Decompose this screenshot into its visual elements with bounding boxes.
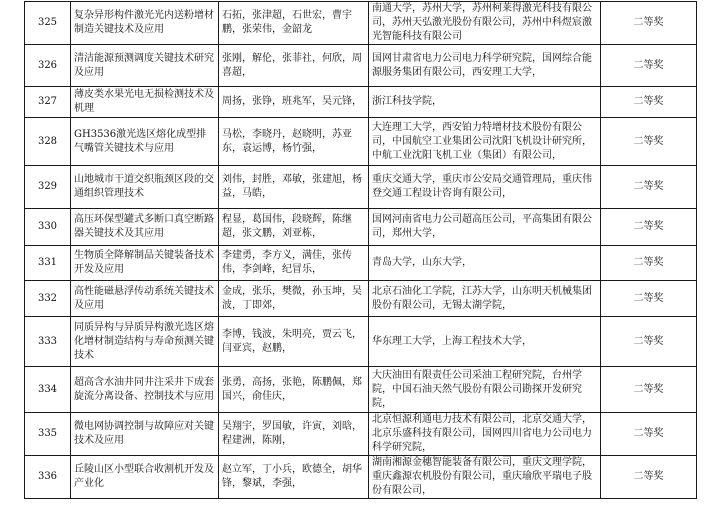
project-units: 青岛大学，山东大学， [369,246,601,281]
project-members: 刘伟，封胜，邓敏，张建旭，杨益，马皓， [219,166,369,209]
award-level: 二等奖 [601,317,697,367]
award-level: 二等奖 [601,2,697,45]
table-row [25,87,697,118]
project-name: 高压环保型罐式多断口真空断路器关键技术及其应用 [71,209,219,246]
table-row [25,2,697,45]
row-number: 330 [25,209,71,246]
row-number: 335 [25,413,71,456]
project-members: 张刚，解伦，张菲社，何欣，周喜超， [219,45,369,87]
award-level: 二等奖 [601,166,697,209]
award-level: 二等奖 [601,413,697,456]
row-number: 329 [25,166,71,209]
table-row [25,246,697,281]
project-name: 同质异构与异质异构激光选区熔化增材制造结构与寿命预测关键技术 [71,317,219,367]
project-units: 浙江科技学院， [369,87,601,118]
table-row [25,281,697,317]
project-units: 华东理工大学，上海工程技术大学， [369,317,601,367]
project-name: GH3536激光选区熔化成型排气嘴管关键技术与应用 [71,118,219,166]
project-units: 湖南湘源金穗智能装备有限公司，重庆文理学院，重庆鑫源农机股份有限公司，重庆瑜欣平瑞电子股份有限公司， [369,456,601,499]
award-level: 二等奖 [601,45,697,87]
project-name: 超高含水油井同井注采井下成套旋流分离设备、控制技术与应用 [71,367,219,413]
project-members: 张勇，高扬，张艳，陈鹏佩，郑国兴，俞佳庆， [219,367,369,413]
table-row [25,367,697,413]
project-units: 大庆油田有限责任公司采油工程研究院，台州学院，中国石油天然气股份有限公司勘探开发研究院， [369,367,601,413]
table-row [25,317,697,367]
table-row [25,413,697,456]
award-level: 二等奖 [601,87,697,118]
project-members: 吴翔宇，罗国敏，许寅，刘晗，程建洲，陈刚， [219,413,369,456]
row-number: 334 [25,367,71,413]
award-level: 二等奖 [601,456,697,499]
awards-table [24,1,697,499]
row-number: 328 [25,118,71,166]
table-row [25,118,697,166]
award-level: 二等奖 [601,367,697,413]
project-name: 清洁能源预测调度关键技术研究及应用 [71,45,219,87]
row-number: 325 [25,2,71,45]
award-level: 二等奖 [601,281,697,317]
project-name: 生物质全降解制品关键装备技术开发及应用 [71,246,219,281]
project-members: 金成，张乐，樊微，孙玉坤，吴波，丁即郊， [219,281,369,317]
table-row [25,166,697,209]
project-units: 国网河南省电力公司超高压公司，平高集团有限公司，郑州大学， [369,209,601,246]
project-members: 赵立军，丁小兵，欧德全，胡华锋，黎斌，李强， [219,456,369,499]
row-number: 332 [25,281,71,317]
award-level: 二等奖 [601,118,697,166]
project-members: 马松，李晓丹，赵晓明，苏亚东，袁运博，杨竹强， [219,118,369,166]
table-row [25,45,697,87]
row-number: 331 [25,246,71,281]
row-number: 333 [25,317,71,367]
project-name: 丘陵山区小型联合收割机开发及产业化 [71,456,219,499]
project-name: 薄皮类水果光电无损检测技术及机理 [71,87,219,118]
table-row [25,456,697,499]
row-number: 327 [25,87,71,118]
project-units: 大连理工大学，西安铂力特增材技术股份有限公司，中国航空工业集团公司沈阳飞机设计研究所，中航工业沈阳飞机工业（集团）有限公司， [369,118,601,166]
project-units: 南通大学，苏州大学，苏州柯莱得激光科技有限公司，苏州天弘激光股份有限公司，苏州中科煜宸激光智能科技有限公司 [369,2,601,45]
project-members: 李建勇，李方义，满佳，张传伟，李剑峰，纪冒乐， [219,246,369,281]
award-level: 二等奖 [601,246,697,281]
project-units: 北京石油化工学院，江苏大学，山东明天机械集团股份有限公司，无锡太湖学院， [369,281,601,317]
row-number: 326 [25,45,71,87]
project-units: 国网甘肃省电力公司电力科学研究院，国网综合能源服务集团有限公司，西安理工大学， [369,45,601,87]
project-units: 北京恒源利通电力技术有限公司，北京交通大学，北京乐盛科技有限公司，国网四川省电力公司电力科学研究院， [369,413,601,456]
row-number: 336 [25,456,71,499]
project-name: 山地城市干道交织瓶颈区段的交通组织管理技术 [71,166,219,209]
project-members: 程显，葛国伟，段晓辉，陈继超，张文鹏，刘亚栋， [219,209,369,246]
project-name: 复杂异形构件激光光内送粉增材制造关键技术及应用 [71,2,219,45]
project-units: 重庆交通大学，重庆市公安局交通管理局，重庆伟登交通工程设计咨询有限公司， [369,166,601,209]
project-members: 周扬，张铮，班兆军，吴元锋， [219,87,369,118]
project-name: 微电网协调控制与故障应对关键技术及应用 [71,413,219,456]
project-members: 李博，钱波，朱明亮，贾云飞，闫亚宾，赵鹏， [219,317,369,367]
table-row [25,209,697,246]
project-members: 石拓，张津超，石世宏，曹宇鹏，张荣伟，金韶龙 [219,2,369,45]
project-name: 高性能磁悬浮传动系统关键技术及应用 [71,281,219,317]
award-level: 二等奖 [601,209,697,246]
